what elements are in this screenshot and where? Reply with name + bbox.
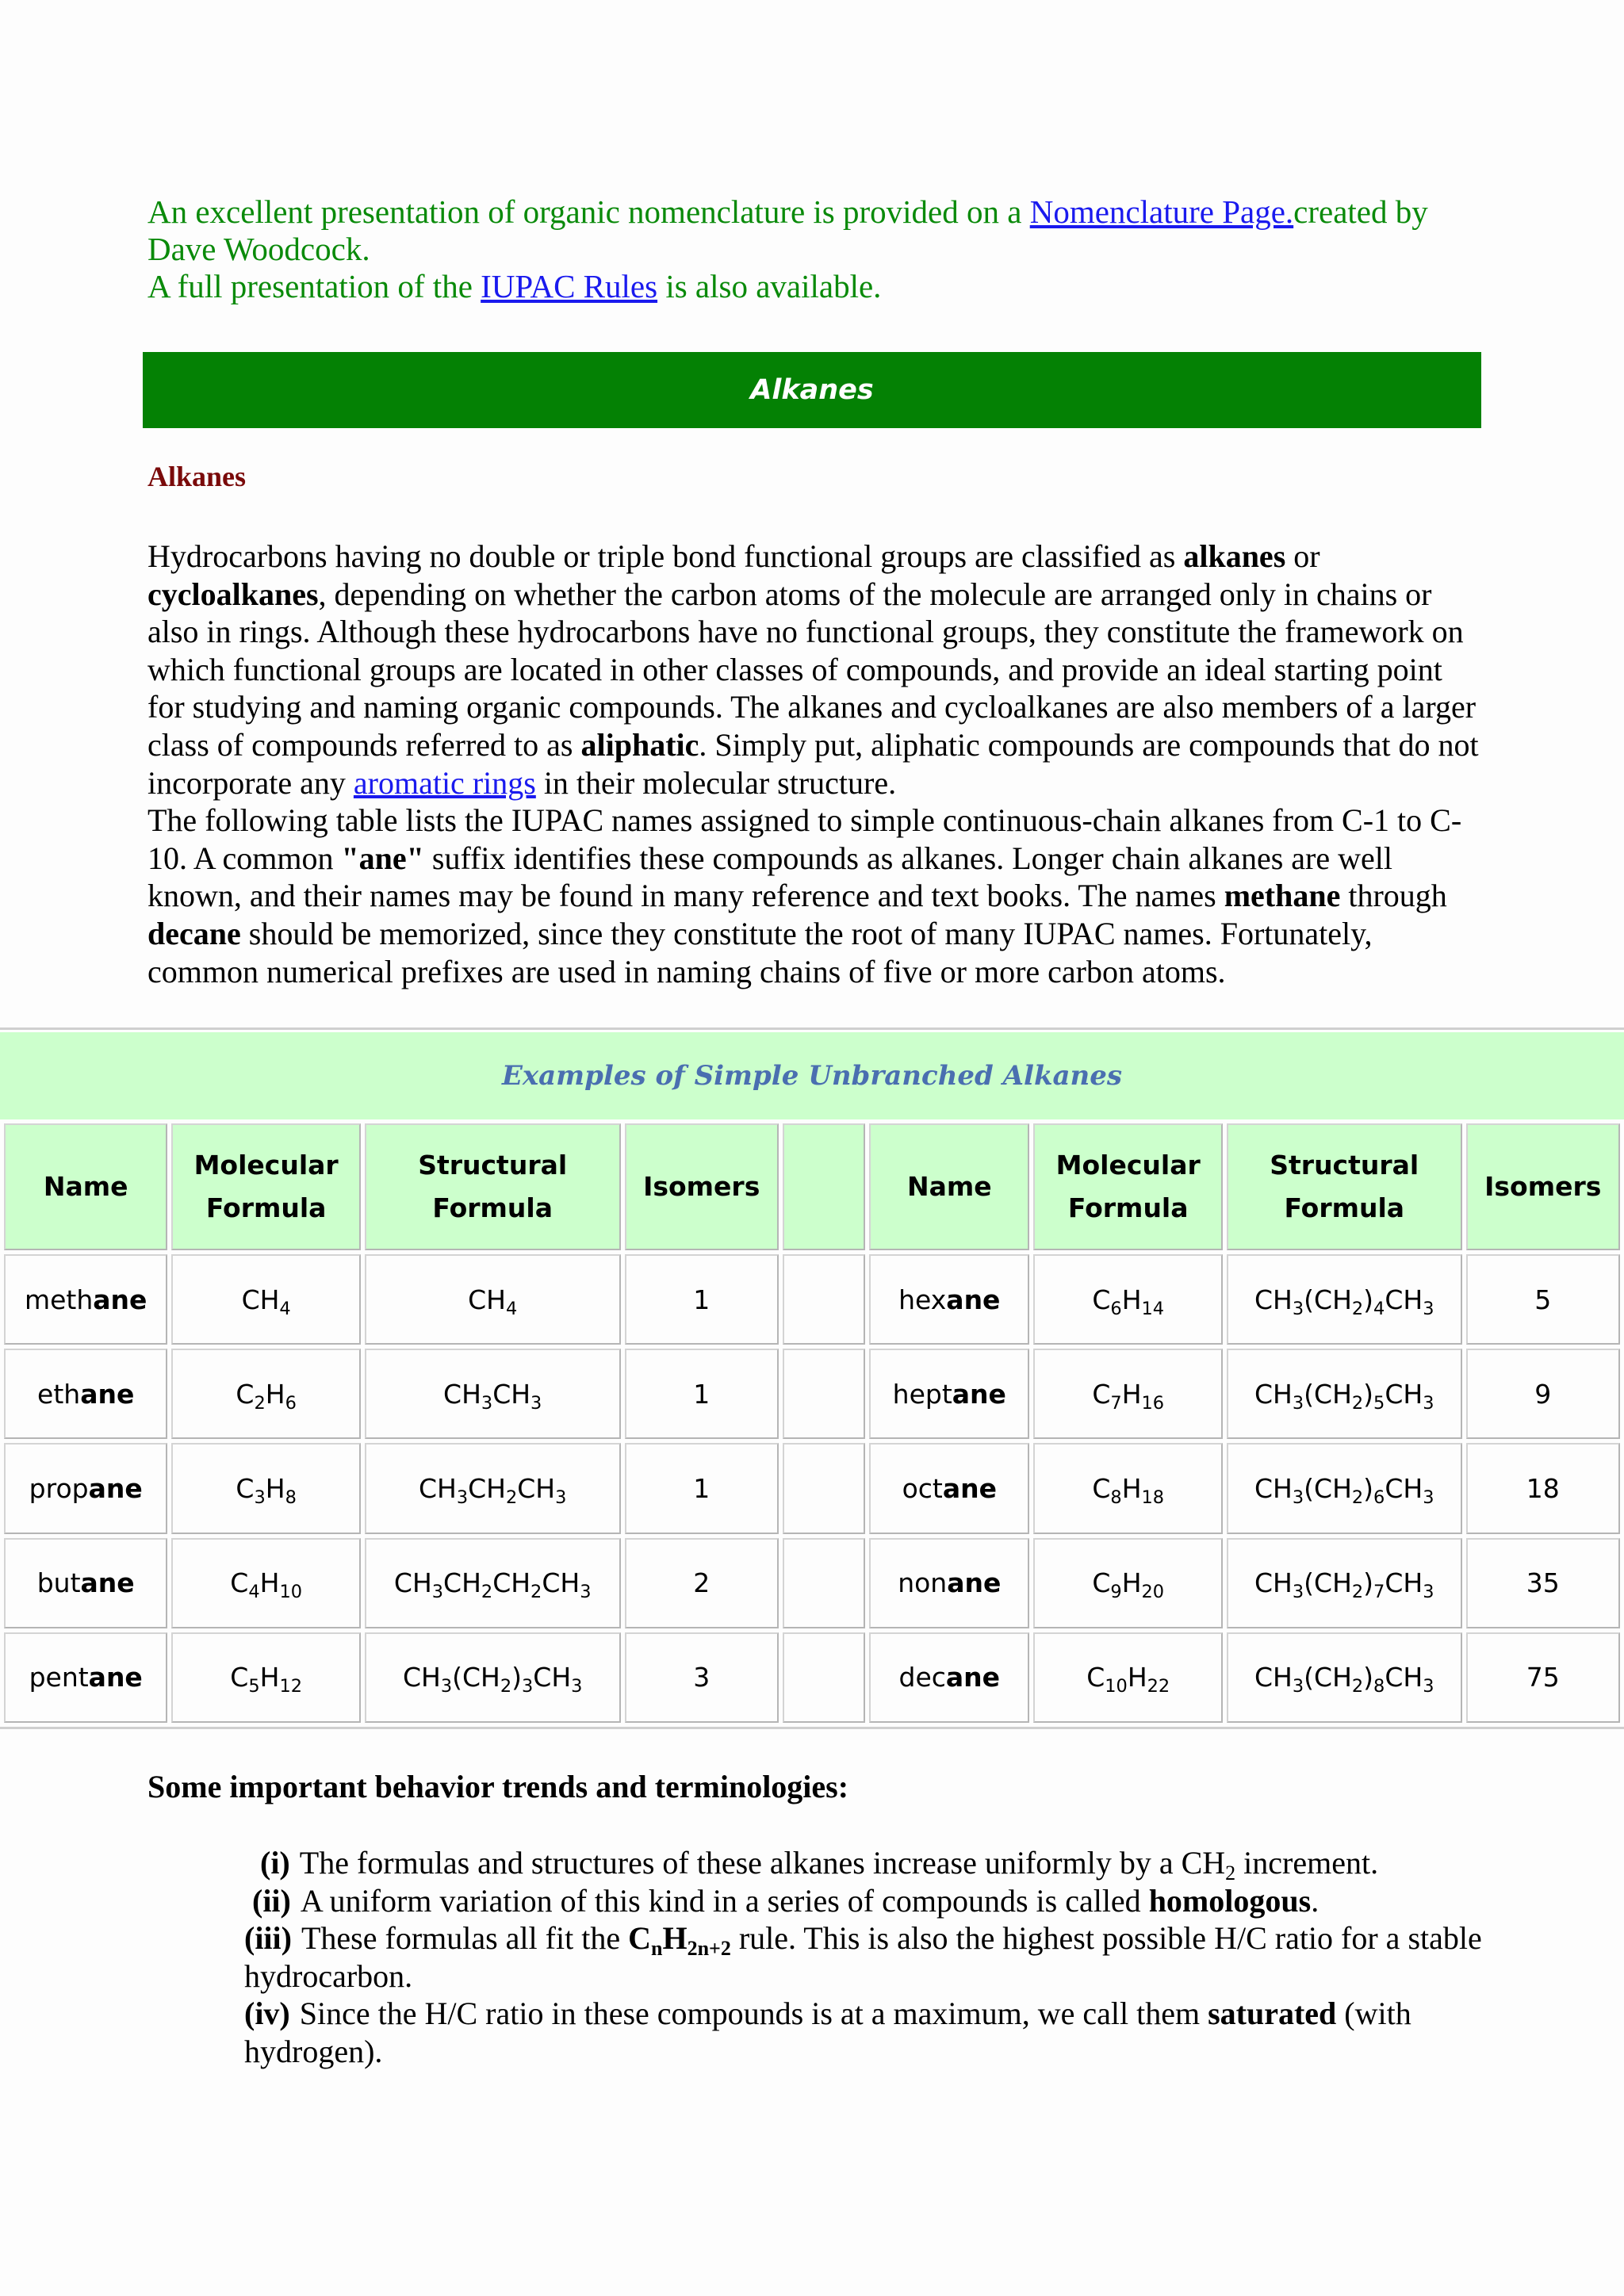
col-header-name: Name: [4, 1123, 167, 1250]
name-stem: oct: [902, 1472, 943, 1504]
p1-text: . Simply put, aliphatic compounds are compounds that do not incorporate any: [147, 726, 1479, 801]
cell-molecular-formula: $C_2H_6$: [171, 1349, 360, 1439]
name-suffix: ane: [945, 1662, 1001, 1693]
col-header-spacer: [783, 1123, 865, 1250]
col-header-structural-formula: [365, 1123, 621, 1250]
name-stem: non: [898, 1567, 948, 1599]
trend-text: Since the H/C ratio in these compounds is at a maximum, we call them: [299, 1996, 1208, 2032]
cell-spacer: [783, 1254, 865, 1345]
term-alkanes: alkanes: [1183, 538, 1286, 574]
cell-spacer: [783, 1443, 865, 1533]
p2-text: suffix identifies these compounds as alkanes. Longer chain alkanes are well known, and their names may be found in many reference and text books. The names: [147, 840, 1392, 914]
p1-text: Hydrocarbons having no double or triple bond functional groups are classified as: [147, 538, 1184, 574]
cell-name: [4, 1538, 167, 1628]
cell-name: [4, 1254, 167, 1345]
cell-structural-formula: $CH_3(CH_2)_4CH_3$: [1227, 1254, 1462, 1345]
name-stem: hept: [892, 1378, 952, 1410]
col-header-name: Name: [869, 1123, 1029, 1250]
cell-isomers: 1: [625, 1254, 779, 1345]
cell-name: [869, 1538, 1029, 1628]
trend-text: (with hydrogen).: [244, 1996, 1411, 2069]
header-text: Formula: [205, 1192, 327, 1223]
cell-molecular-formula: $CH_4$: [171, 1254, 360, 1345]
term-saturated: saturated: [1208, 1996, 1337, 2032]
table-row: [4, 1443, 1620, 1533]
cell-structural-formula: $CH_3(CH_2)_7CH_3$: [1227, 1538, 1462, 1628]
header-text: Molecular: [1055, 1150, 1201, 1181]
cell-structural-formula: $CH_3CH_2CH_3$: [365, 1443, 621, 1533]
cell-isomers: 3: [625, 1632, 779, 1723]
cell-molecular-formula: $C_5H_{12}$: [171, 1632, 360, 1723]
name-suffix: ane: [952, 1378, 1006, 1410]
col-header-molecular-formula: [1033, 1123, 1222, 1250]
name-stem: meth: [24, 1284, 94, 1315]
cell-isomers: 2: [625, 1538, 779, 1628]
p2-text: through: [1340, 878, 1447, 914]
cell-name: [869, 1632, 1029, 1723]
cell-isomers: 75: [1466, 1632, 1620, 1723]
cell-molecular-formula: $C_{10}H_{22}$: [1033, 1632, 1222, 1723]
name-stem: dec: [898, 1662, 946, 1693]
header-text: Structural: [1270, 1150, 1419, 1181]
table-row: [4, 1538, 1620, 1628]
term-cycloalkanes: cycloalkanes: [147, 576, 319, 612]
table-row: [4, 1349, 1620, 1439]
header-text: Formula: [1284, 1192, 1405, 1223]
term-homologous: homologous: [1148, 1882, 1312, 1919]
trend-text: .: [1311, 1882, 1320, 1919]
cell-spacer: [783, 1349, 865, 1439]
table-row: [4, 1254, 1620, 1345]
cell-structural-formula: $CH_3(CH_2)_6CH_3$: [1227, 1443, 1462, 1533]
cell-name: [869, 1443, 1029, 1533]
banner-title: Alkanes: [750, 374, 874, 406]
term-methane: methane: [1224, 878, 1341, 914]
intro-line2-text: A full presentation of the: [147, 268, 481, 304]
cell-name: [869, 1254, 1029, 1345]
trend-text: A uniform variation of this kind in a series of compounds is called: [300, 1882, 1149, 1919]
name-suffix: ane: [93, 1284, 147, 1315]
section-title: Alkanes: [147, 461, 247, 492]
cell-name: [4, 1443, 167, 1533]
header-text: Formula: [432, 1192, 553, 1223]
name-stem: hex: [898, 1284, 947, 1315]
cell-isomers: 5: [1466, 1254, 1620, 1345]
col-header-molecular-formula: [171, 1123, 360, 1250]
p1-text: in their molecular structure.: [535, 764, 897, 801]
name-stem: pent: [29, 1662, 89, 1693]
cell-spacer: [783, 1632, 865, 1723]
name-stem: but: [36, 1567, 81, 1599]
general-formula: $C_nH_{2n+2}$: [628, 1920, 731, 1960]
cell-isomers: 1: [625, 1349, 779, 1439]
body-paragraph: [147, 538, 1480, 990]
name-suffix: ane: [80, 1567, 135, 1599]
trend-text: The formulas and structures of these alkanes increase uniformly by a CH: [299, 1845, 1226, 1881]
p1-text: or: [1285, 538, 1320, 574]
trend-number: (iii): [244, 1920, 292, 1957]
trend-item-iii: [244, 1919, 1497, 1995]
term-aliphatic: aliphatic: [580, 726, 699, 763]
trends-list: [244, 1844, 1497, 2071]
p2-text: The following table lists the IUPAC names assigned to simple continuous-chain alkanes from C-1 to C-10. A common: [147, 802, 1462, 876]
col-header-isomers: Isomers: [625, 1123, 779, 1250]
trend-item-iv: [244, 1995, 1497, 2070]
name-stem: prop: [29, 1472, 89, 1504]
cell-structural-formula: $CH_3(CH_2)_3CH_3$: [365, 1632, 621, 1723]
header-text: Molecular: [193, 1150, 339, 1181]
col-header-isomers: Isomers: [1466, 1123, 1620, 1250]
header-text: Formula: [1067, 1192, 1189, 1223]
cell-structural-formula: $CH_3(CH_2)_8CH_3$: [1227, 1632, 1462, 1723]
aromatic-rings-link[interactable]: aromatic rings: [353, 764, 536, 801]
trend-number: (i): [260, 1845, 290, 1881]
cell-structural-formula: $CH_3CH_2CH_2CH_3$: [365, 1538, 621, 1628]
intro-line2-tail: is also available.: [657, 268, 882, 304]
cell-name: [4, 1349, 167, 1439]
table-bottom-rule: [0, 1727, 1624, 1729]
name-stem: eth: [37, 1378, 81, 1410]
name-suffix: ane: [88, 1472, 143, 1504]
nomenclature-page-link[interactable]: Nomenclature Page.: [1029, 193, 1294, 230]
cell-structural-formula: $CH_3CH_3$: [365, 1349, 621, 1439]
cell-name: [869, 1349, 1029, 1439]
trend-text: These formulas all fit the: [301, 1920, 629, 1957]
table-caption-text: Examples of Simple Unbranched Alkanes: [501, 1060, 1123, 1092]
trend-text: increment.: [1235, 1845, 1379, 1881]
cell-molecular-formula: $C_8H_{18}$: [1033, 1443, 1222, 1533]
table-top-rule: [0, 1027, 1624, 1030]
header-text: Structural: [418, 1150, 568, 1181]
cell-structural-formula: $CH_3(CH_2)_5CH_3$: [1227, 1349, 1462, 1439]
table-row: [4, 1632, 1620, 1723]
trends-title: Some important behavior trends and terminologies:: [147, 1769, 849, 1804]
col-header-structural-formula: [1227, 1123, 1462, 1250]
cell-molecular-formula: $C_9H_{20}$: [1033, 1538, 1222, 1628]
name-suffix: ane: [80, 1378, 135, 1410]
term-ane: "ane": [341, 840, 424, 876]
alkanes-table: [0, 1119, 1624, 1727]
cell-molecular-formula: $C_6H_{14}$: [1033, 1254, 1222, 1345]
trend-item-i: [244, 1844, 1497, 1885]
cell-isomers: 18: [1466, 1443, 1620, 1533]
name-suffix: ane: [946, 1284, 1001, 1315]
trend-text: rule. This is also the highest possible H/C ratio for a stable hydrocarbon.: [244, 1920, 1482, 1994]
cell-spacer: [783, 1538, 865, 1628]
cell-molecular-formula: $C_7H_{16}$: [1033, 1349, 1222, 1439]
table-header-row: [4, 1123, 1620, 1250]
intro-text: [147, 193, 1496, 305]
trend-number: (iv): [244, 1996, 290, 2032]
name-suffix: ane: [942, 1472, 997, 1504]
trend-number: (ii): [252, 1882, 291, 1919]
intro-line1-text: An excellent presentation of organic nomenclature is provided on a: [147, 193, 1030, 230]
trend-subscript: 2: [1225, 1861, 1236, 1885]
table-caption: [0, 1032, 1624, 1119]
cell-isomers: 1: [625, 1443, 779, 1533]
name-suffix: ane: [947, 1567, 1002, 1599]
cell-molecular-formula: $C_4H_{10}$: [171, 1538, 360, 1628]
cell-isomers: 35: [1466, 1538, 1620, 1628]
trend-item-ii: [244, 1882, 1497, 1920]
cell-name: [4, 1632, 167, 1723]
term-decane: decane: [147, 915, 241, 951]
iupac-rules-link[interactable]: IUPAC Rules: [481, 268, 658, 304]
cell-isomers: 9: [1466, 1349, 1620, 1439]
intro-line1-tail: created by Dave Woodcock.: [147, 193, 1428, 267]
p2-text: should be memorized, since they constitute the root of many IUPAC names. Fortunately, common numerical prefixes are used in naming chains of five or more carbon atoms.: [147, 915, 1373, 989]
p1-text: , depending on whether the carbon atoms of the molecule are arranged only in chains or also in rings. Although these hydrocarbons have no functional groups, they constitute the framework on which functional groups are located in other classes of compounds, and provide an ideal starting point for studying and naming organic compounds. The alkanes and cycloalkanes are also members of a larger class of compounds referred to as: [147, 576, 1477, 763]
cell-structural-formula: $CH_4$: [365, 1254, 621, 1345]
alkanes-banner: [143, 352, 1481, 428]
cell-molecular-formula: $C_3H_8$: [171, 1443, 360, 1533]
name-suffix: ane: [88, 1662, 143, 1693]
